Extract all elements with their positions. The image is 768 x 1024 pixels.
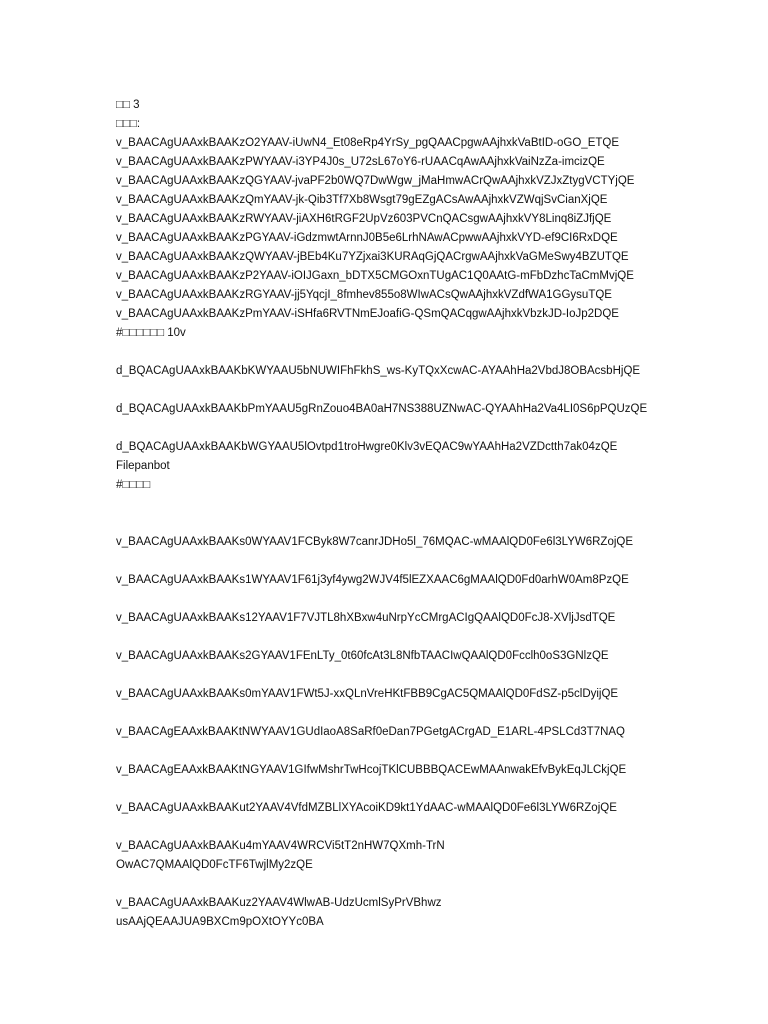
blank-line — [116, 552, 716, 571]
video-id-line: v_BAACAgUAAxkBAAKs0mYAAV1FWt5J-xxQLnVreHKtFBB9CgAC5QMAAlQD0FdSZ-p5clDyijQE — [116, 688, 619, 700]
video-id-wrapped-line: v_BAACAgUAAxkBAAKu4mYAAV4WRCVi5tT2nHW7QXmh-TrNOwAC7QMAAlQD0FcTF6TwjlMy2zQE — [116, 840, 445, 871]
blank-line — [116, 704, 716, 723]
blank-line — [116, 419, 716, 438]
blank-line — [116, 666, 716, 685]
video-id-line: v_BAACAgEAAxkBAAKtNGYAAV1GIfwMshrTwHcojTKlCUBBBQACEwMAAnwakEfvBykEqJLCkjQE — [116, 764, 627, 776]
document-body — [116, 96, 716, 932]
document-id-line: d_BQACAgUAAxkBAAKbKWYAAU5bNUWIFhFkhS_ws-KyTQxXcwAC-AYAAhHa2VbdJ8OBAcsbHjQE — [116, 365, 641, 377]
video-id-line: v_BAACAgUAAxkBAAKs12YAAV1F7VJTL8hXBxw4uNrpYcCMrgACIgQAAlQD0FcJ8-XVljJsdTQE — [116, 612, 616, 624]
blank-line — [116, 381, 716, 400]
header-line-1: □□ 3 — [116, 99, 140, 111]
video-id-line: v_BAACAgUAAxkBAAKs0WYAAV1FCByk8W7canrJDHo5l_76MQAC-wMAAlQD0Fe6l3LYW6RZojQE — [116, 536, 634, 548]
video-id-line: v_BAACAgUAAxkBAAKzPmYAAV-iSHfa6RVTNmEJoafiG-QSmQACqgwAAjhxkVbzkJD-IoJp2DQE — [116, 308, 619, 320]
document-id-line: d_BQACAgUAAxkBAAKbWGYAAU5lOvtpd1troHwgre0Klv3vEQAC9wYAAhHa2VZDctth7ak04zQE — [116, 441, 618, 453]
blank-line — [116, 590, 716, 609]
section-heading-1: #□□□□□□ 10v — [116, 327, 186, 339]
blank-line — [116, 343, 716, 362]
video-id-line: v_BAACAgUAAxkBAAKzPWYAAV-i3YP4J0s_U72sL67oY6-rUAACqAwAAjhxkVaiNzZa-imcizQE — [116, 156, 605, 168]
blank-line — [116, 875, 716, 894]
video-id-line: v_BAACAgUAAxkBAAKzP2YAAV-iOIJGaxn_bDTX5CMGOxnTUgAC1Q0AAtG-mFbDzhcTaCmMvjQE — [116, 270, 634, 282]
section-heading-2: #□□□□ — [116, 479, 151, 491]
video-id-line: v_BAACAgUAAxkBAAKzQWYAAV-jBEb4Ku7YZjxai3KURAqGjQACrgwAAjhxkVaGMeSwy4BZUTQE — [116, 251, 629, 263]
video-id-list-2 — [116, 533, 716, 932]
video-id-line: v_BAACAgUAAxkBAAKzRWYAAV-jiAXH6tRGF2UpVz603PVCnQACsgwAAjhxkVY8Linq8iZJfjQE — [116, 213, 612, 225]
video-id-line: v_BAACAgUAAxkBAAKzQmYAAV-jk-Qib3Tf7Xb8Wsgt79gEZgACsAwAAjhxkVZWqjSvCianXjQE — [116, 194, 608, 206]
video-id-line: v_BAACAgUAAxkBAAKut2YAAV4VfdMZBLlXYAcoiKD9kt1YdAAC-wMAAlQD0Fe6l3LYW6RZojQE — [116, 802, 617, 814]
video-id-line: v_BAACAgEAAxkBAAKtNWYAAV1GUdIaoA8SaRf0eDan7PGetgACrgAD_E1ARL-4PSLCd3T7NAQ — [116, 726, 626, 738]
video-id-line: v_BAACAgUAAxkBAAKs1WYAAV1F61j3yf4ywg2WJV4f5lEZXAAC6gMAAlQD0Fd0arhW0Am8PzQE — [116, 574, 629, 586]
document-id-line: d_BQACAgUAAxkBAAKbPmYAAU5gRnZouo4BA0aH7NS388UZNwAC-QYAAhHa2Va4LI0S6pPQUzQE — [116, 403, 648, 415]
bot-name: Filepanbot — [116, 460, 170, 472]
video-id-line: v_BAACAgUAAxkBAAKs2GYAAV1FEnLTy_0t60fcAt3L8NfbTAACIwQAAlQD0Fcclh0oS3GNlzQE — [116, 650, 609, 662]
blank-line — [116, 742, 716, 761]
header-line-2: □□□: — [116, 118, 141, 130]
video-id-list-1 — [116, 134, 716, 324]
video-id-line: v_BAACAgUAAxkBAAKzRGYAAV-jj5YqcjI_8fmhev855o8WIwACsQwAAjhxkVZdfWA1GGysuTQE — [116, 289, 612, 301]
video-id-wrapped-line: v_BAACAgUAAxkBAAKuz2YAAV4WlwAB-UdzUcmlSyPrVBhwzusAAjQEAAJUA9BXCm9pOXtOYYc0BA — [116, 897, 442, 928]
blank-line — [116, 780, 716, 799]
document-id-list — [116, 362, 716, 457]
video-id-line: v_BAACAgUAAxkBAAKzO2YAAV-iUwN4_Et08eRp4YrSy_pgQAACpgwAAjhxkVaBtID-oGO_ETQE — [116, 137, 620, 149]
video-id-line: v_BAACAgUAAxkBAAKzQGYAAV-jvaPF2b0WQ7DwWgw_jMaHmwACrQwAAjhxkVZJxZtygVCTYjQE — [116, 175, 635, 187]
blank-line — [116, 495, 716, 533]
blank-line — [116, 628, 716, 647]
blank-line — [116, 818, 716, 837]
video-id-line: v_BAACAgUAAxkBAAKzPGYAAV-iGdzmwtArnnJ0B5e6LrhNAwACpwwAAjhxkVYD-ef9CI6RxDQE — [116, 232, 618, 244]
